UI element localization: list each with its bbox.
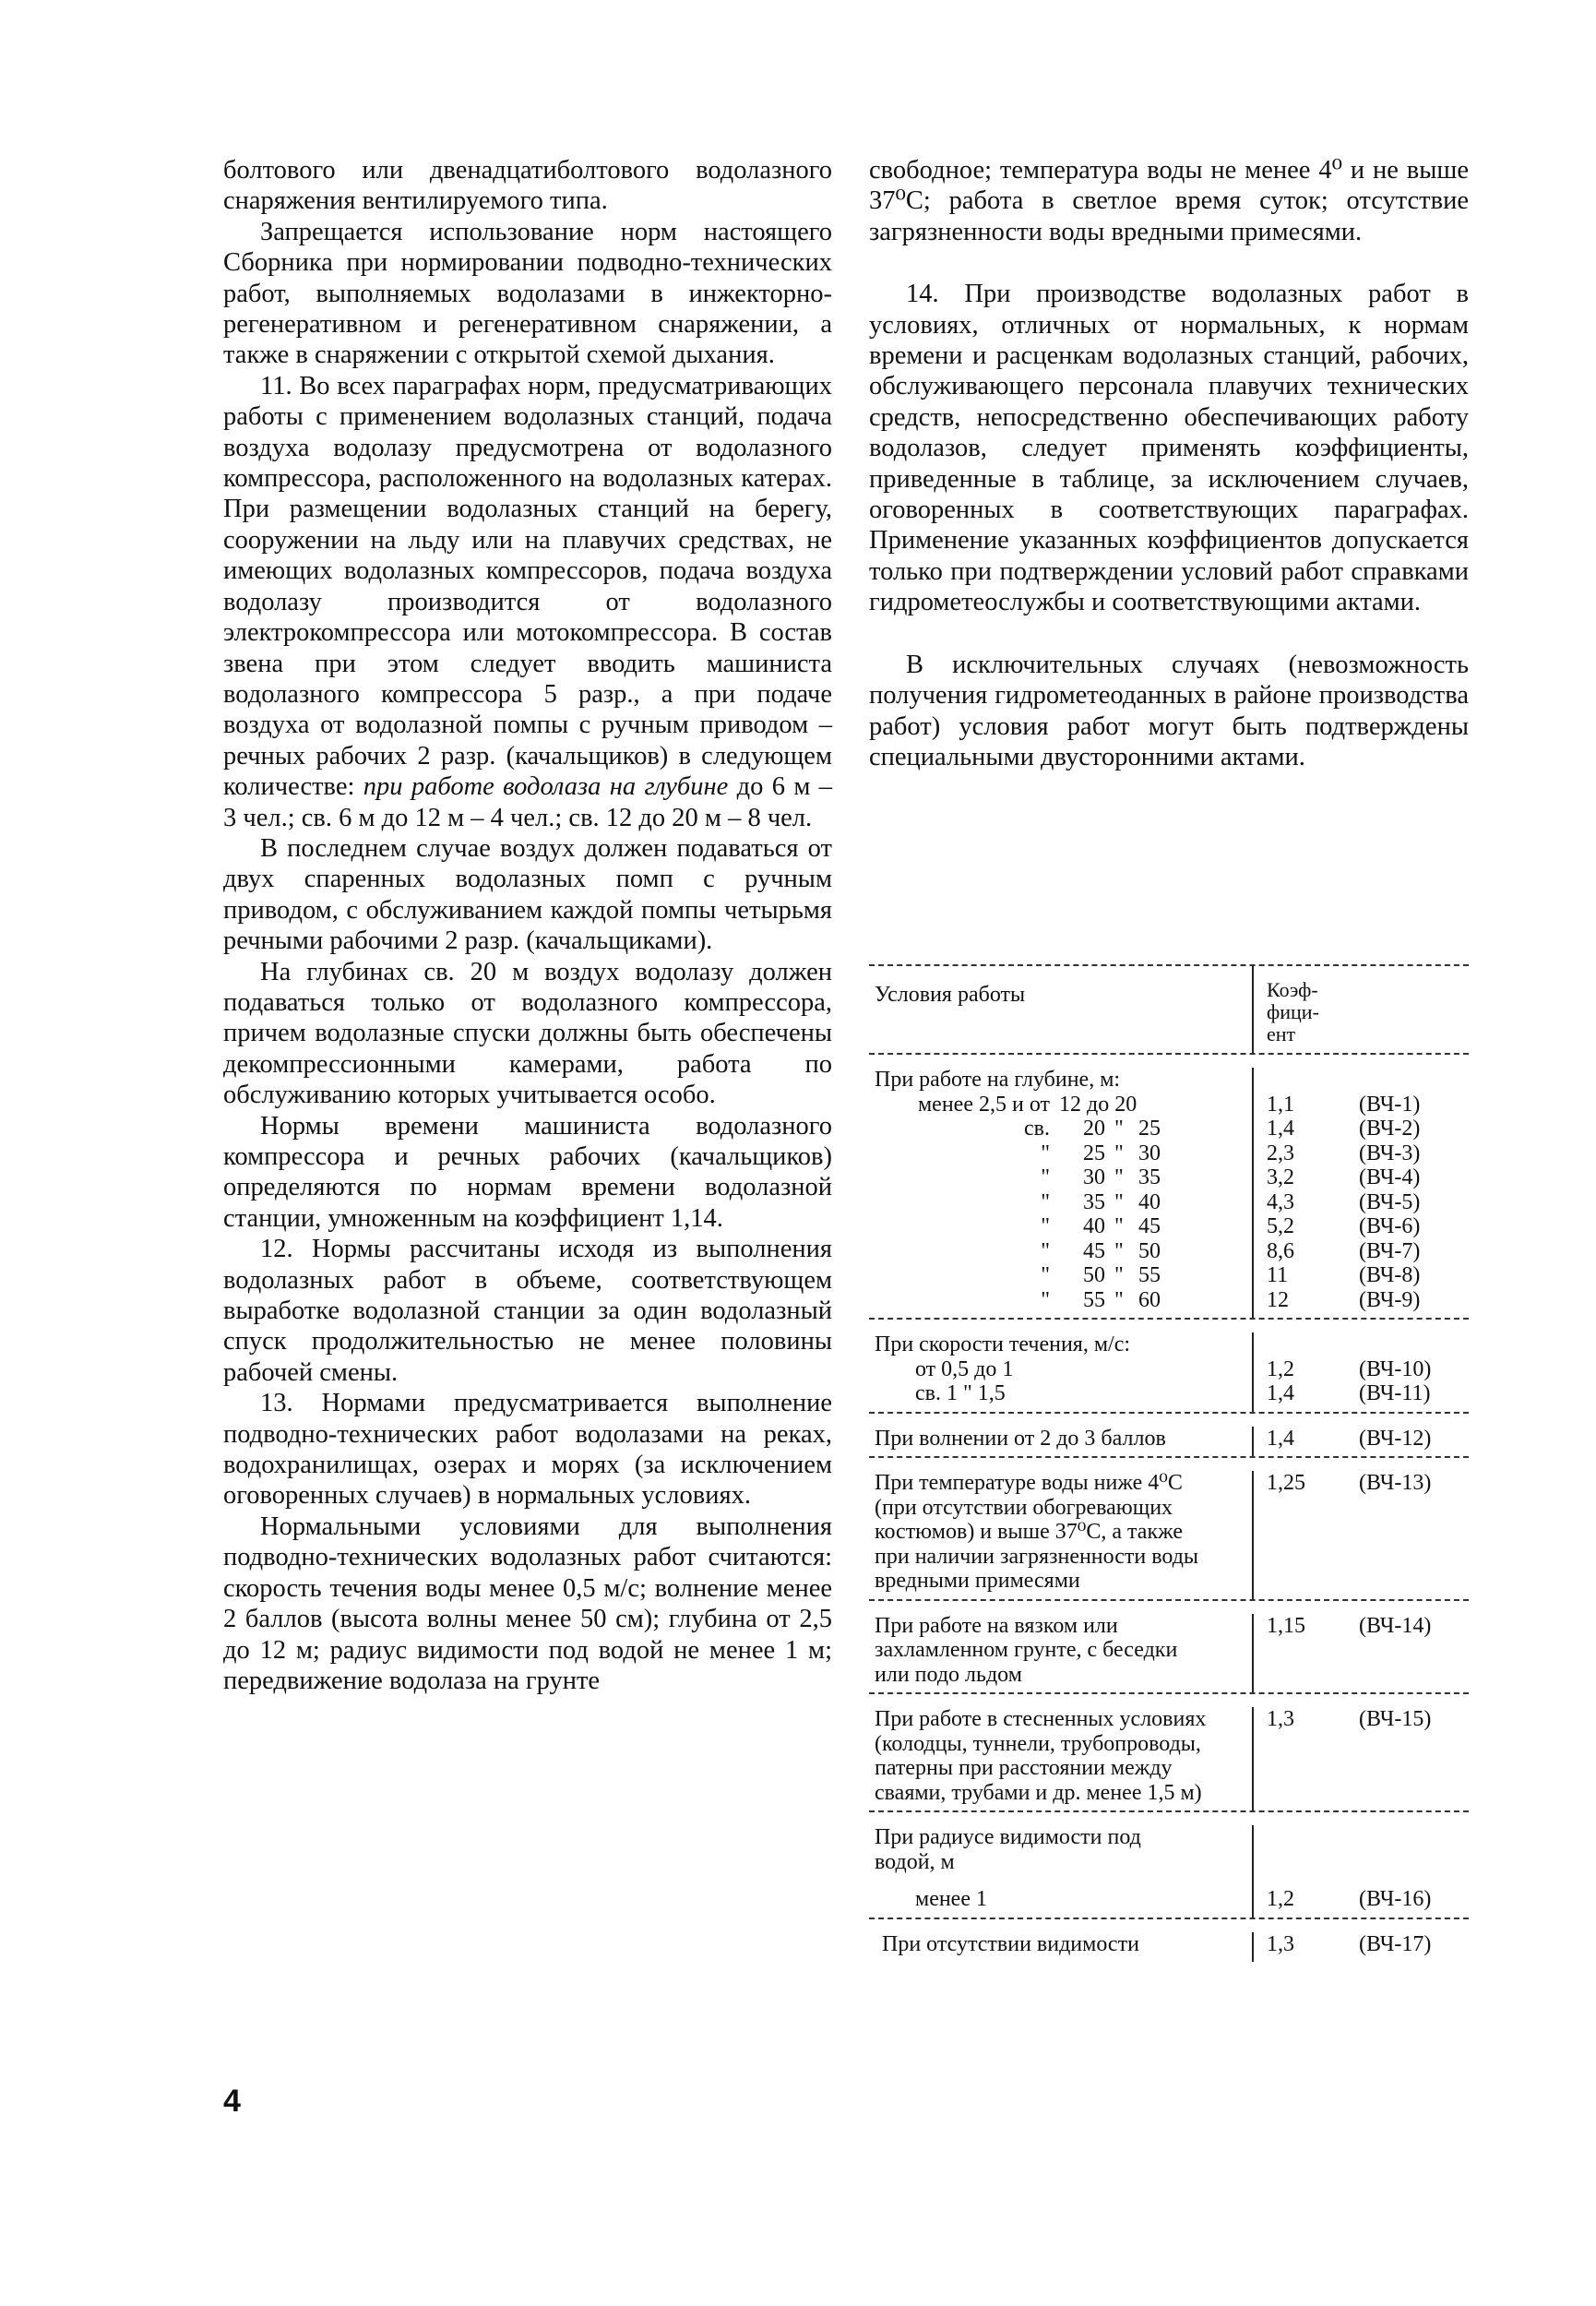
paragraph: Запрещается использование норм настоящего Сборника при нормировании подводно-технических работ, выполняемых водолазами в инжекторно-регенеративном и регенеративном снаряжении, а также в снаряжении с открытой схемой дыхания. xyxy=(223,217,832,370)
table-row-cramped: При работе в стесненных условиях (колодцы, туннели, трубопроводы, патерны при расстоянии между сваями, трубами и др. менее 1,5 м) 1,3 (ВЧ-15) xyxy=(869,1694,1469,1810)
paragraph: 12. Нормы рассчитаны исходя из выполнения водолазных работ в объеме, соответствующем выработке водолазной станции за один водолазный спуск продолжительностью не менее половины рабочей смены. xyxy=(223,1235,832,1387)
right-column xyxy=(869,155,1469,772)
left-column xyxy=(223,155,832,1696)
speed-title: При скорости течения, м/с: xyxy=(875,1332,1131,1356)
speed-coef: 1,4 (ВЧ-11) xyxy=(1267,1381,1431,1405)
depth-title: При работе на глубине, м: xyxy=(875,1068,1121,1092)
depth-coef: 4,3 (ВЧ-5) xyxy=(1267,1189,1421,1214)
depth-coef: 8,6 (ВЧ-7) xyxy=(1267,1238,1421,1263)
speed-coef: 1,2 (ВЧ-10) xyxy=(1267,1356,1432,1381)
paragraph xyxy=(223,371,832,833)
table-header xyxy=(869,966,1469,1053)
paragraph: На глубинах св. 20 м воздух водолазу должен подаваться только от водолазного компрессора, причем водолазные спуски должны быть обеспечены декомпрессионными камерами, работа по обслуживанию которых учитывается особо. xyxy=(223,957,832,1110)
paragraph: 13. Нормами предусматривается выполнение подводно-технических работ водолазами на реках, водохранилищах, озерах и морях (за исключением оговоренных случаев) в нормальных условиях. xyxy=(223,1389,832,1511)
table-row-temperature: При температуре воды ниже 4⁰С (при отсутствии обогревающих костюмов) и выше 37⁰С, а также при наличии загрязненности воды вредными примесями 1,25 (ВЧ-13) xyxy=(869,1458,1469,1599)
depth-coef: 2,3 (ВЧ-3) xyxy=(1267,1141,1421,1165)
header-conditions: Условия работы xyxy=(875,983,1026,1007)
paragraph: свободное; температура воды не менее 4⁰ и не выше 37⁰С; работа в светлое время суток; отсутствие загрязненности воды вредными примесями. xyxy=(869,156,1469,246)
depth-coef: 1,1 (ВЧ-1) xyxy=(1267,1092,1421,1117)
table-row-waves: При волнении от 2 до 3 баллов 1,4 (ВЧ-12) xyxy=(869,1414,1469,1457)
page-number: 4 xyxy=(223,2084,241,2119)
depth-coef: 1,4 (ВЧ-2) xyxy=(1267,1117,1421,1141)
depth-row: менее 2,5 и от 12 до 20 xyxy=(917,1092,1137,1117)
depth-row: " 25 " 30 xyxy=(1041,1141,1161,1165)
depth-coef: 3,2 (ВЧ-4) xyxy=(1267,1165,1421,1189)
paragraph: Нормальными условиями для выполнения подводно-технических водолазных работ считаются: скорость течения воды менее 0,5 м/с; волнение менее 2 баллов (высота волны менее 50 см); глубина от 2,5 до 12 м; радиус видимости под водой не менее 1 м; передвижение водолаза на грунте xyxy=(223,1511,832,1695)
depth-coef: 12 (ВЧ-9) xyxy=(1267,1287,1421,1312)
paragraph-text: до 6 м – 3 чел.; св. 6 м до 12 м – 4 чел.; св. 12 до 20 м – 8 чел. xyxy=(223,772,832,832)
depth-row: " 45 " 50 xyxy=(1041,1238,1161,1263)
table-row-visibility: При радиусе видимости под водой, м менее 1 1,2 (ВЧ-16) xyxy=(869,1812,1469,1918)
depth-coef: 5,2 (ВЧ-6) xyxy=(1267,1214,1421,1238)
paragraph: Нормы времени машиниста водолазного компрессора и речных рабочих (качальщиков) определяются по нормам времени водолазной станции, умноженным на коэффициент 1,14. xyxy=(223,1111,832,1233)
header-coef: Коэф- фици- ент xyxy=(1252,966,1469,1053)
table-row-depth xyxy=(869,1055,1469,1318)
depth-row: " 55 " 60 xyxy=(1041,1287,1161,1312)
table-row-no-visibility: При отсутствии видимости 1,3 (ВЧ-17) xyxy=(869,1919,1469,1963)
italic-text: при работе водолаза на глубине xyxy=(363,772,729,802)
paragraph: 14. При производстве водолазных работ в условиях, отличных от нормальных, к нормам времени и расценкам водолазных станций, рабочих, обслуживающего персонала плавучих технических средств, непосредственно обеспечивающих работу водолазов, следует применять коэффициенты, приведенные в таблице, за исключением случаев, оговоренных в соответствующих параграфах. Применение указанных коэффициентов допускается только при подтверждении условий работ справками гидрометеослужбы и соответствующими актами. xyxy=(869,280,1469,617)
paragraph: В исключительных случаях (невозможность получения гидрометеоданных в районе производства работ) условия работ могут быть подтверждены специальными двусторонними актами. xyxy=(869,650,1469,771)
table-row-speed xyxy=(869,1320,1469,1412)
paragraph: болтового или двенадцатиболтового водолазного снаряжения вентилируемого типа. xyxy=(223,156,832,216)
coefficients-table xyxy=(869,964,1469,1962)
speed-row: св. 1 " 1,5 xyxy=(915,1381,1006,1405)
depth-coef: 11 (ВЧ-8) xyxy=(1267,1263,1421,1287)
paragraph-text: 11. Во всех параграфах норм, предусматривающих работы с применением водолазных станций, подача воздуха водолазу предусмотрена от водолазного компрессора, расположенного на водолазных катерах. При размещении водолазных станций на берегу, сооружении на льду или на плавучих средствах, не имеющих водолазных компрессоров, подача воздуха водолазу производится от водолазного электрокомпрессора или мотокомпрессора. В состав звена при этом следует вводить машиниста водолазного компрессора 5 разр., а при подаче воздуха от водолазной помпы с ручным приводом – речных рабочих 2 разр. (качальщиков) в следующем количестве: xyxy=(223,371,832,802)
table-row-ground: При работе на вязком или захламленном грунте, с беседки или подо льдом 1,15 (ВЧ-14) xyxy=(869,1601,1469,1693)
depth-row: " 40 " 45 xyxy=(1041,1214,1161,1238)
depth-row: " 35 " 40 xyxy=(1041,1189,1161,1214)
paragraph: В последнем случае воздух должен подаваться от двух спаренных водолазных помп с ручным приводом, с обслуживанием каждой помпы четырьмя речными рабочими 2 разр. (качальщиками). xyxy=(223,833,832,956)
depth-row: " 30 " 35 xyxy=(1041,1165,1161,1189)
depth-row: св. 20 " 25 xyxy=(1024,1117,1161,1141)
speed-row: от 0,5 до 1 xyxy=(915,1356,1014,1381)
depth-row: " 50 " 55 xyxy=(1041,1263,1161,1287)
